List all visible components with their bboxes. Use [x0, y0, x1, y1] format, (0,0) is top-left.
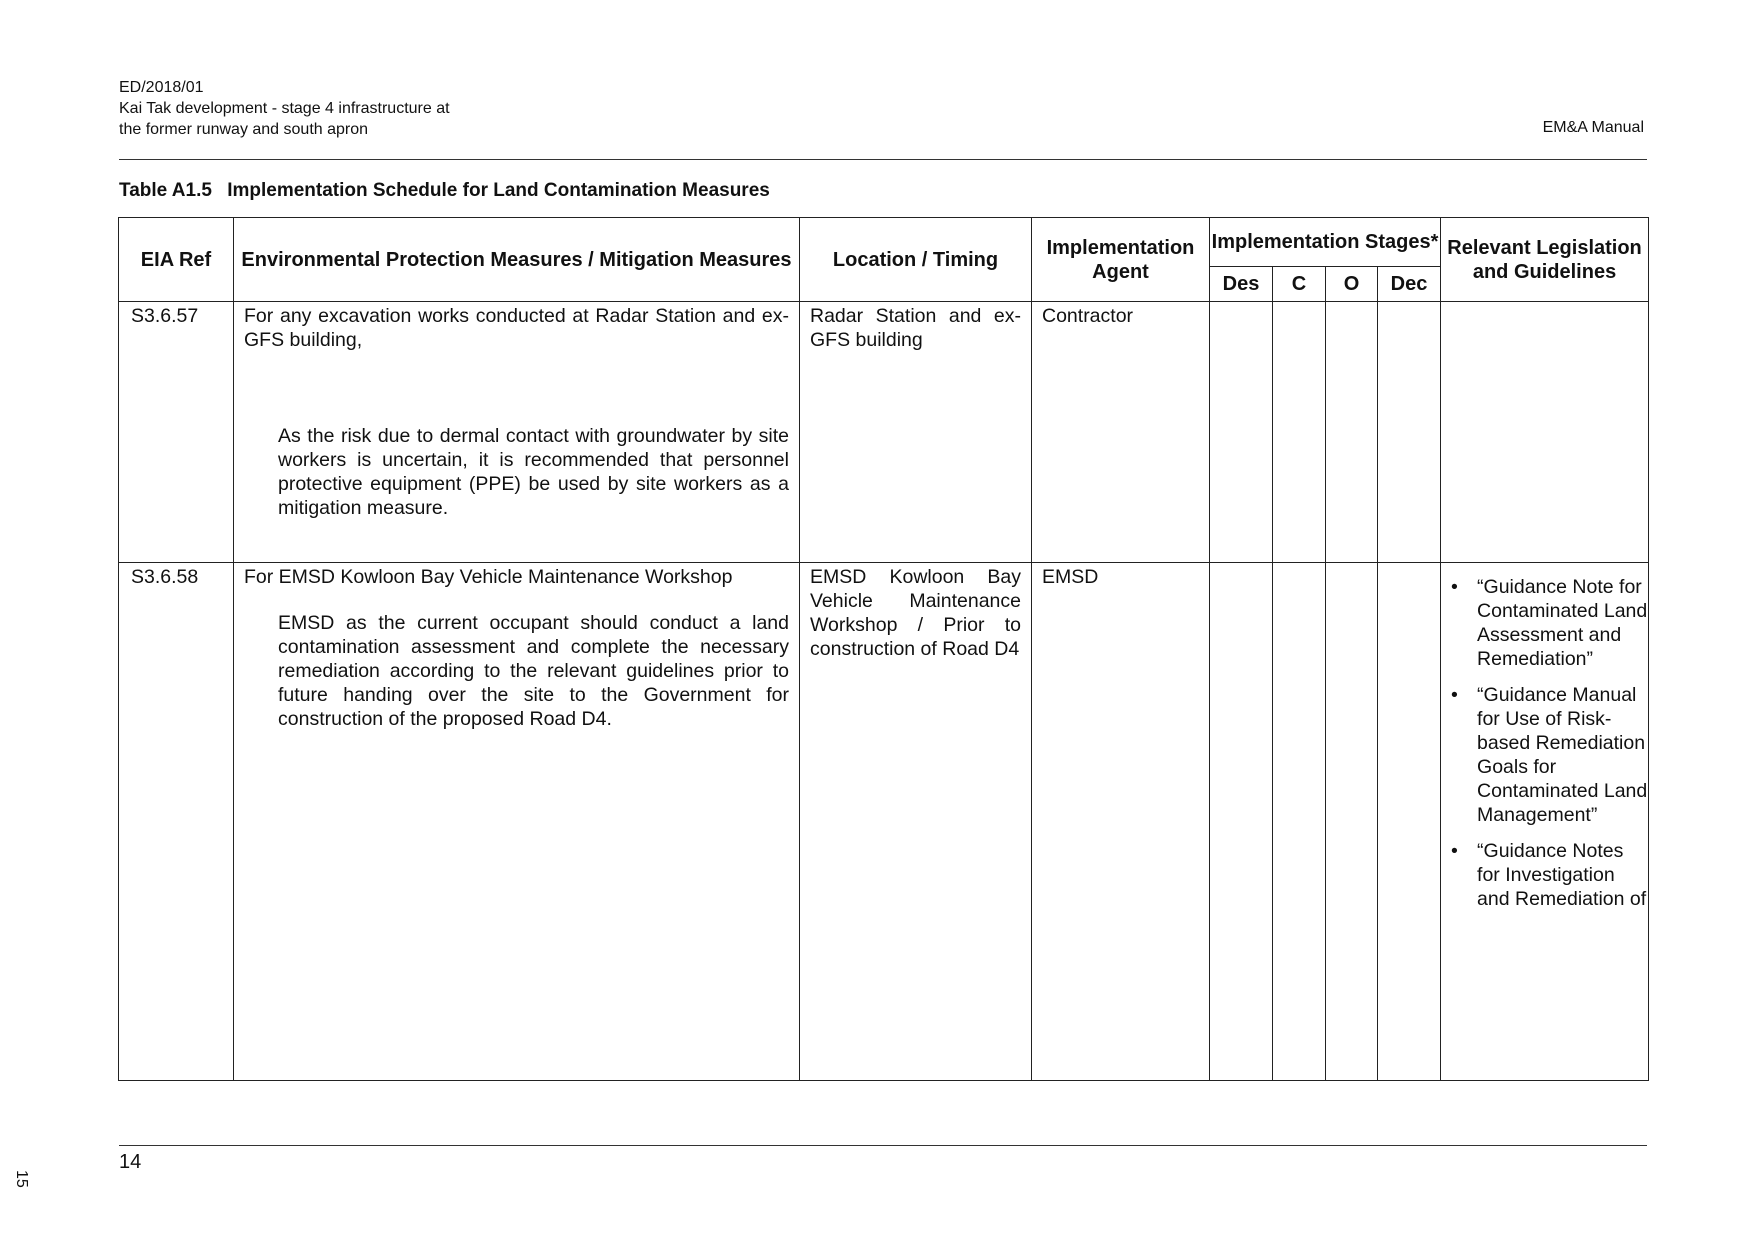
header-eia-ref: EIA Ref — [119, 218, 234, 302]
list-item: • “Guidance Note for Contaminated Land Assessment and Remediation” — [1451, 576, 1648, 670]
header-measures: Environmental Protection Measures / Mitigation Measures — [234, 218, 800, 302]
guidelines-list — [1441, 575, 1648, 911]
list-item: • “Guidance Notes for Investigation and Remediation of — [1451, 840, 1647, 910]
stage-c-cell — [1273, 563, 1326, 1081]
location: Radar Station and ex-GFS building — [810, 305, 1021, 351]
stage-o-cell — [1326, 302, 1378, 563]
eia-ref: S3.6.57 — [131, 305, 199, 327]
agent-cell — [1032, 563, 1210, 1081]
location-cell — [800, 302, 1032, 563]
header-legislation: Relevant Legislation and Guidelines — [1441, 218, 1649, 302]
doc-title-line-2: the former runway and south apron — [119, 121, 369, 138]
header-stage-dec: Dec — [1378, 267, 1441, 302]
document-header — [119, 77, 450, 140]
measure-detail: As the risk due to dermal contact with groundwater by site workers is uncertain, it is recommended that personnel protective equipment (PPE) be used by site workers as a mitigation measure. — [278, 425, 789, 519]
header-stage-o: O — [1326, 267, 1378, 302]
measures-cell — [234, 563, 800, 1081]
bullet-icon: • — [1451, 840, 1458, 862]
legislation-cell — [1441, 563, 1649, 1081]
footer-divider — [119, 1145, 1647, 1146]
header-agent: Implementation Agent — [1032, 218, 1210, 302]
table-title: Implementation Schedule for Land Contamination Measures — [227, 180, 770, 201]
implementation-schedule-table — [118, 217, 1649, 1081]
list-item: • “Guidance Manual for Use of Risk-based Remediation Goals for Contaminated Land Management” — [1451, 684, 1648, 826]
measure-detail: EMSD as the current occupant should conduct a land contamination assessment and complete the necessary remediation according to the relevant guidelines prior to future handing over the site to the Government for construction of the proposed Road D4. — [278, 612, 789, 730]
header-stage-des: Des — [1210, 267, 1273, 302]
stage-des-cell — [1210, 563, 1273, 1081]
table-caption — [119, 180, 770, 202]
agent: EMSD — [1042, 566, 1099, 588]
table-row — [119, 563, 1649, 1081]
doc-title-line-1: Kai Tak development - stage 4 infrastructure at — [119, 100, 450, 117]
stage-dec-cell — [1378, 563, 1441, 1081]
header-stages: Implementation Stages* — [1210, 218, 1441, 267]
eia-ref-cell — [119, 563, 234, 1081]
bullet-icon: • — [1451, 684, 1458, 706]
manual-label: EM&A Manual — [1542, 119, 1644, 136]
measure-intro: For EMSD Kowloon Bay Vehicle Maintenance Workshop — [244, 566, 733, 588]
agent: Contractor — [1042, 305, 1134, 327]
page-number: 14 — [119, 1151, 142, 1173]
header-divider — [119, 159, 1647, 160]
legislation-cell — [1441, 302, 1649, 563]
stage-o-cell — [1326, 563, 1378, 1081]
stage-c-cell — [1273, 302, 1326, 563]
header-location: Location / Timing — [800, 218, 1032, 302]
header-stage-c: C — [1273, 267, 1326, 302]
location-cell — [800, 563, 1032, 1081]
measures-cell — [234, 302, 800, 563]
location: EMSD Kowloon Bay Vehicle Maintenance Workshop / Prior to construction of Road D4 — [810, 566, 1021, 660]
bullet-icon: • — [1451, 576, 1458, 598]
eia-ref: S3.6.58 — [131, 566, 199, 588]
stage-des-cell — [1210, 302, 1273, 563]
agent-cell — [1032, 302, 1210, 563]
measure-intro: For any excavation works conducted at Radar Station and ex-GFS building, — [244, 305, 789, 351]
stage-dec-cell — [1378, 302, 1441, 563]
side-page-number: 15 — [13, 1170, 30, 1188]
table-row — [119, 302, 1649, 563]
eia-ref-cell — [119, 302, 234, 563]
doc-code: ED/2018/01 — [119, 79, 204, 96]
table-number: Table A1.5 — [119, 180, 212, 201]
